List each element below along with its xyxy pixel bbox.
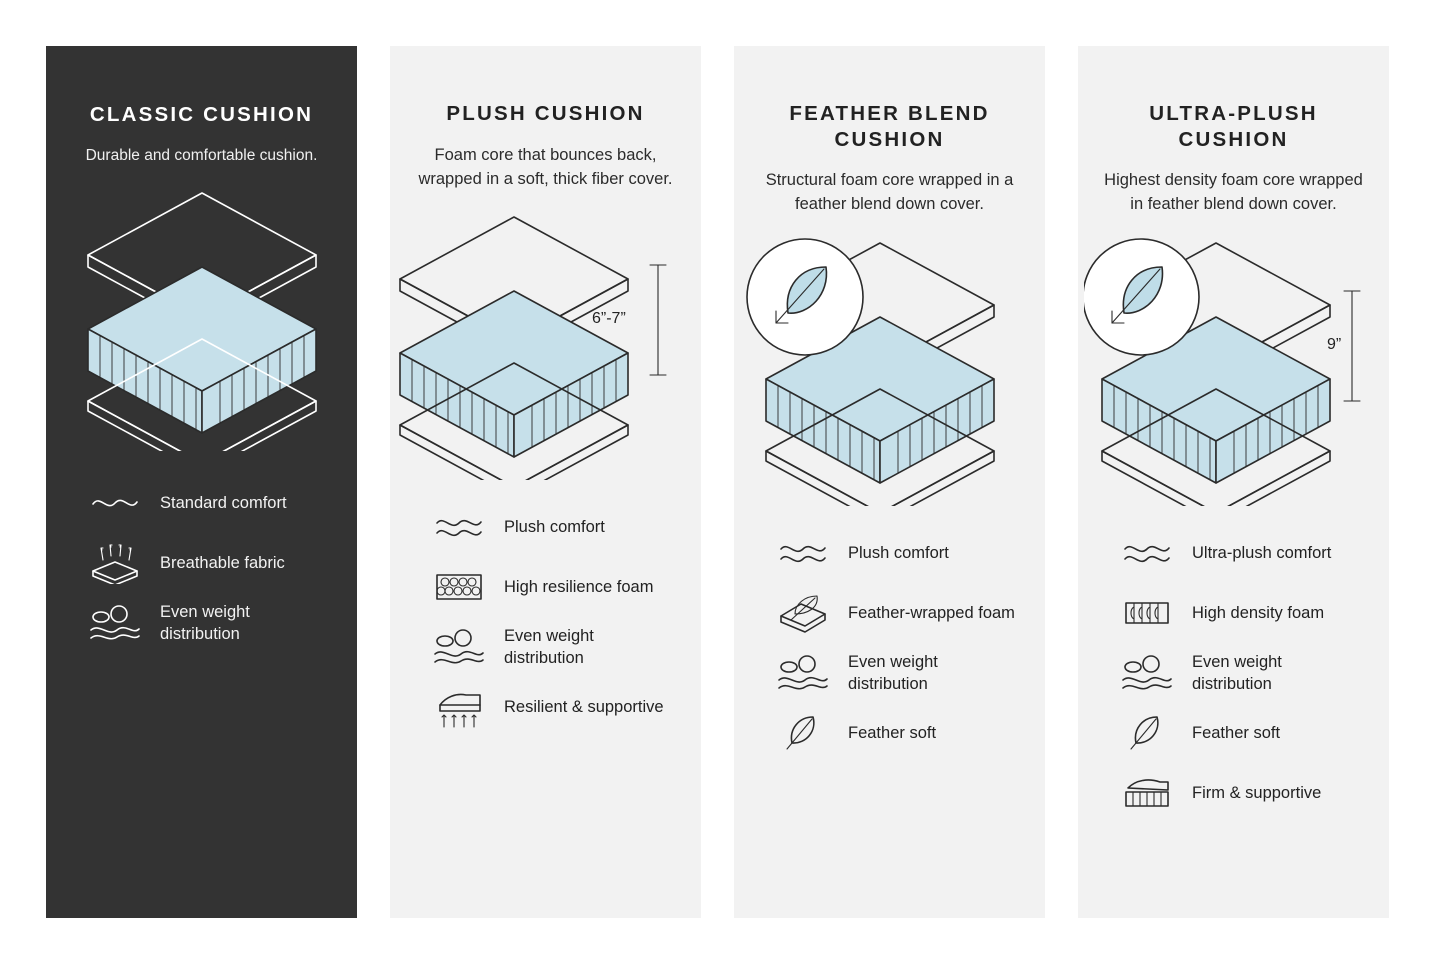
feature-label: Even weight distribution bbox=[848, 652, 938, 694]
feature-label: Even weight distribution bbox=[1192, 652, 1282, 694]
feather-badge-icon bbox=[747, 239, 863, 355]
feature-label: Resilient & supportive bbox=[504, 698, 664, 717]
cushion-exploded-diagram-ultra-plush bbox=[1078, 231, 1389, 511]
honeycomb-foam-icon bbox=[430, 564, 488, 610]
feature-list bbox=[390, 485, 701, 737]
cushion-layers-illustration bbox=[1084, 231, 1384, 506]
card-title: ULTRA-PLUSH CUSHION bbox=[1149, 102, 1318, 151]
cushion-exploded-diagram-classic bbox=[46, 181, 357, 461]
feature-label: Firm & supportive bbox=[1192, 783, 1322, 802]
weight-distribution-icon bbox=[1118, 650, 1176, 696]
feature-item bbox=[1078, 583, 1389, 643]
high-density-foam-icon bbox=[1118, 590, 1176, 636]
feather-badge-icon bbox=[1084, 239, 1199, 355]
dimension-label: 6”-7” bbox=[592, 310, 626, 328]
feature-label: Plush comfort bbox=[504, 518, 605, 537]
feature-item bbox=[46, 593, 357, 653]
feature-item bbox=[46, 533, 357, 593]
firm-support-icon bbox=[1118, 770, 1176, 816]
breathable-fabric-icon bbox=[86, 540, 144, 586]
feature-item bbox=[734, 583, 1045, 643]
cushion-card-feather-blend[interactable] bbox=[734, 46, 1045, 918]
feature-label: Feather soft bbox=[1192, 723, 1281, 742]
feather-icon bbox=[774, 710, 832, 756]
wave-icon bbox=[86, 480, 144, 526]
feature-label: High density foam bbox=[1192, 603, 1325, 622]
foam-core-layer bbox=[88, 267, 316, 433]
feature-label: Breathable fabric bbox=[160, 553, 285, 572]
feature-label: Plush comfort bbox=[848, 543, 949, 562]
feature-list bbox=[46, 461, 357, 653]
feature-list bbox=[734, 511, 1045, 763]
feature-label: Feather-wrapped foam bbox=[848, 603, 1015, 622]
dimension-marker bbox=[1344, 291, 1360, 401]
feature-list bbox=[1078, 511, 1389, 823]
feature-item bbox=[734, 523, 1045, 583]
feature-item bbox=[734, 703, 1045, 763]
dimension-label: 9” bbox=[1327, 336, 1342, 354]
cushion-exploded-diagram-plush bbox=[390, 205, 701, 485]
feather-icon bbox=[1118, 710, 1176, 756]
feature-item bbox=[46, 473, 357, 533]
resilient-support-icon bbox=[430, 684, 488, 730]
feather-wrapped-foam-icon bbox=[774, 590, 832, 636]
weight-distribution-icon bbox=[774, 650, 832, 696]
card-description: Highest density foam core wrapped in feather blend down cover. bbox=[1104, 171, 1363, 214]
feature-label: Ultra-plush comfort bbox=[1192, 543, 1332, 562]
cushion-layers-illustration bbox=[72, 181, 332, 451]
feature-item bbox=[1078, 703, 1389, 763]
cushion-card-plush[interactable] bbox=[390, 46, 701, 918]
card-description: Foam core that bounces back, wrapped in a soft, thick fiber cover. bbox=[418, 145, 673, 188]
wave-icon bbox=[430, 504, 488, 550]
cushion-card-ultra-plush[interactable] bbox=[1078, 46, 1389, 918]
dimension-marker bbox=[650, 265, 666, 375]
feature-item bbox=[1078, 763, 1389, 823]
card-description: Structural foam core wrapped in a feather blend down cover. bbox=[765, 171, 1014, 214]
card-description: Durable and comfortable cushion. bbox=[85, 146, 318, 164]
feature-item bbox=[1078, 643, 1389, 703]
feature-item bbox=[390, 617, 701, 677]
feature-item bbox=[390, 557, 701, 617]
feature-label: Standard comfort bbox=[160, 493, 287, 512]
cushion-layers-illustration bbox=[396, 205, 696, 480]
card-title: FEATHER BLEND CUSHION bbox=[789, 102, 990, 151]
weight-distribution-icon bbox=[430, 624, 488, 670]
wave-icon bbox=[774, 530, 832, 576]
card-title: CLASSIC CUSHION bbox=[89, 103, 314, 126]
feature-label: Even weight distribution bbox=[160, 602, 250, 644]
feature-item bbox=[1078, 523, 1389, 583]
weight-distribution-icon bbox=[86, 600, 144, 646]
card-title: PLUSH CUSHION bbox=[446, 102, 645, 125]
wave-icon bbox=[1118, 530, 1176, 576]
cushion-exploded-diagram-feather-blend bbox=[734, 231, 1045, 511]
feature-label: Even weight distribution bbox=[504, 627, 594, 668]
feature-item bbox=[390, 677, 701, 737]
feature-item bbox=[734, 643, 1045, 703]
feature-item bbox=[390, 497, 701, 557]
cushion-layers-illustration bbox=[740, 231, 1040, 506]
feature-label: Feather soft bbox=[848, 723, 937, 742]
cushion-card-classic[interactable] bbox=[46, 46, 357, 918]
feature-label: High resilience foam bbox=[504, 578, 654, 597]
